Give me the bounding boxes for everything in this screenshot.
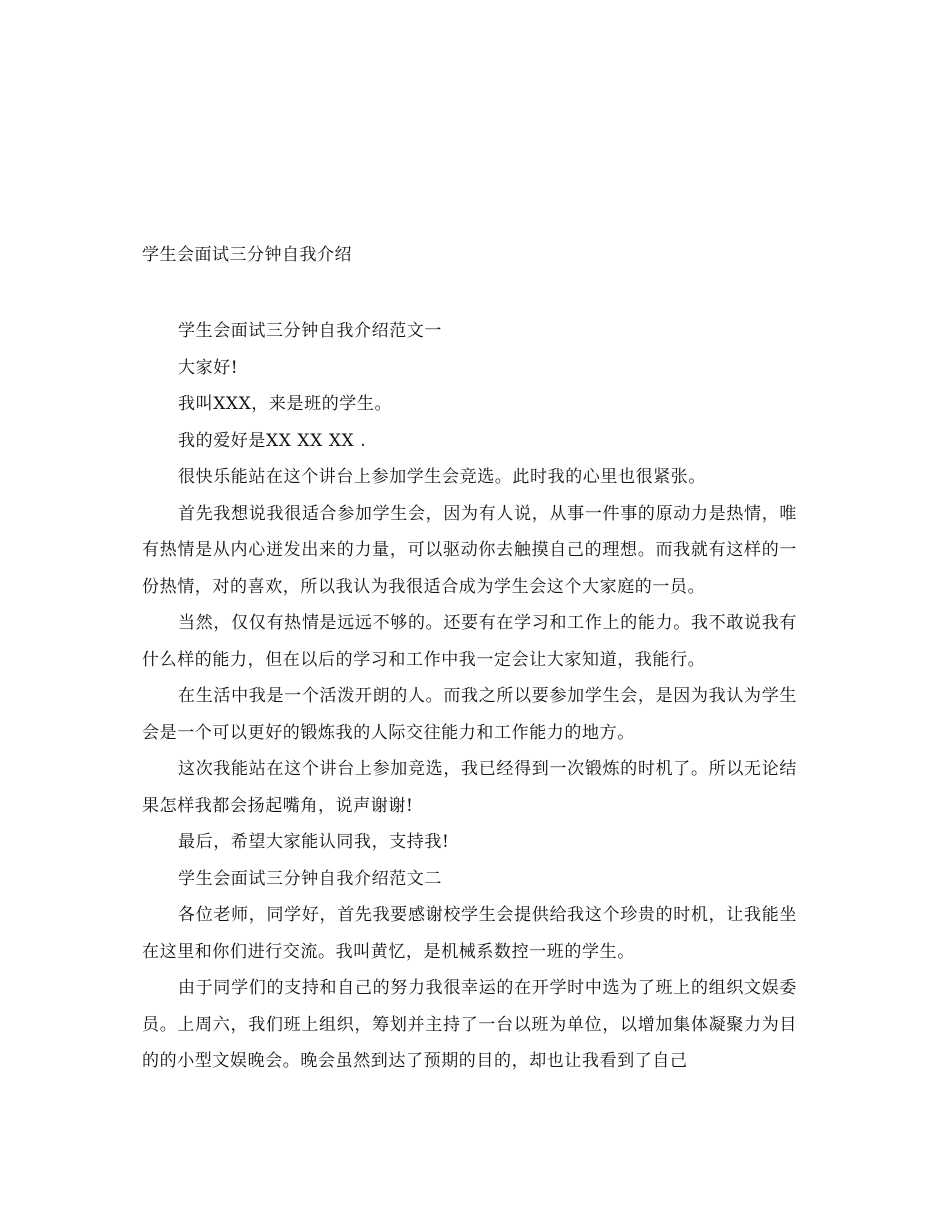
body-paragraph: 在生活中我是一个活泼开朗的人。而我之所以要参加学生会，是因为我认为学生会是一个可以更好的锻炼我的人际交往能力和工作能力的地方。: [142, 686, 797, 743]
body-paragraph: 由于同学们的支持和自己的努力我很幸运的在开学时中选为了班上的组织文娱委员。上周六，我们班上组织，筹划并主持了一台以班为单位，以增加集体凝聚力为目的的小型文娱晚会。晚会虽然到达了预期的目的，却也让我看到了自己: [142, 978, 797, 1071]
hobby-paragraph: 我的爱好是XX XX XX .: [178, 430, 367, 451]
document-title: 学生会面试三分钟自我介绍: [142, 245, 352, 265]
section-heading-2: 学生会面试三分钟自我介绍范文二: [178, 868, 442, 889]
section-heading-1: 学生会面试三分钟自我介绍范文一: [178, 321, 442, 341]
greeting-paragraph: 大家好!: [178, 357, 239, 378]
name-paragraph: 我叫XXX，来是班的学生。: [178, 394, 393, 414]
document-body: [142, 313, 797, 1080]
body-paragraph: 各位老师，同学好，首先我要感谢校学生会提供给我这个珍贵的时机，让我能坐在这里和你们进行交流。我叫黄忆，是机械系数控一班的学生。: [142, 905, 797, 962]
body-paragraph: 很快乐能站在这个讲台上参加学生会竞选。此时我的心里也很紧张。: [178, 467, 706, 487]
closing-paragraph: 最后，希望大家能认同我，支持我!: [178, 832, 450, 852]
body-paragraph: 这次我能站在这个讲台上参加竞选，我已经得到一次锻炼的时机了。所以无论结果怎样我都会扬起嘴角，说声谢谢!: [142, 759, 797, 816]
body-paragraph: 当然，仅仅有热情是远远不够的。还要有在学习和工作上的能力。我不敢说我有什么样的能力，但在以后的学习和工作中我一定会让大家知道，我能行。: [142, 613, 797, 670]
body-paragraph: 首先我想说我很适合参加学生会，因为有人说，从事一件事的原动力是热情，唯有热情是从内心迸发出来的力量，可以驱动你去触摸自己的理想。而我就有这样的一份热情，对的喜欢，所以我认为我很适合成为学生会这个大家庭的一员。: [142, 503, 797, 597]
